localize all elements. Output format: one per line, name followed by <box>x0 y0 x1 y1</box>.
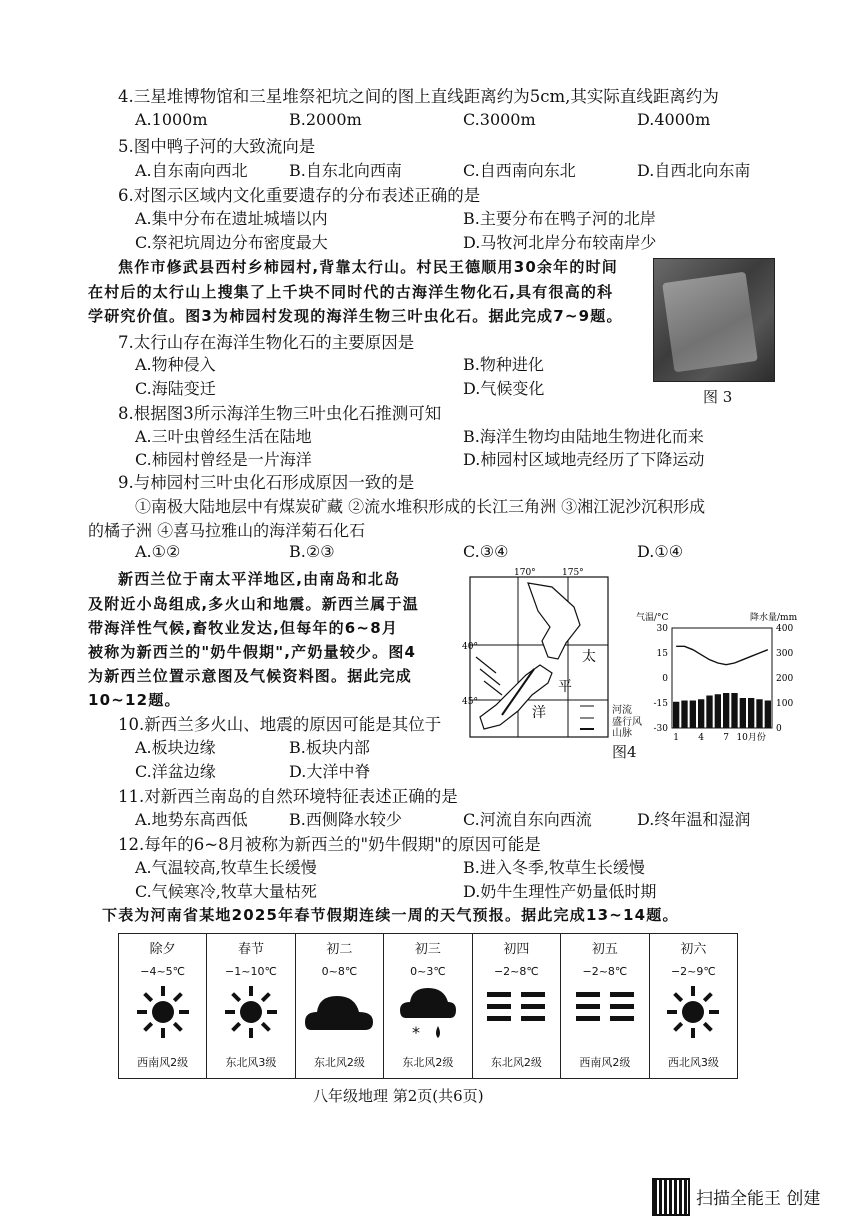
q6-option-a: A.集中分布在遗址城墙以内 <box>135 209 328 228</box>
temp-axis-label: 气温/°C <box>636 613 669 623</box>
weather-wind: 西北风3级 <box>667 1056 719 1069</box>
q4-option-b: B.2000m <box>289 110 362 129</box>
weather-day-name: 除夕 <box>149 942 176 957</box>
precip-tick-label: 100 <box>776 699 794 709</box>
prevailing-wind-arrows <box>476 657 502 695</box>
question-9-stem: 9.与柿园村三叶虫化石形成原因一致的是 <box>118 473 415 492</box>
sea-label-1: 太 <box>582 649 596 665</box>
precip-bar <box>706 696 712 729</box>
sun-icon <box>119 982 206 1052</box>
q12-option-d: D.奶牛生理性产奶量低时期 <box>463 882 657 901</box>
weather-day-name: 初五 <box>591 942 618 957</box>
q11-option-a: A.地势东高西低 <box>135 810 248 829</box>
q6-option-c: C.祭祀坑周边分布密度最大 <box>135 233 328 252</box>
weather-temp-range: −2~8℃ <box>582 965 628 978</box>
question-6-stem: 6.对图示区域内文化重要遗存的分布表述正确的是 <box>118 186 481 205</box>
q10-option-d: D.大洋中脊 <box>289 762 371 781</box>
weather-temp-range: −4~5℃ <box>140 965 186 978</box>
question-5-stem: 5.图中鸭子河的大致流向是 <box>118 137 316 156</box>
question-12-stem: 12.每年的6~8月被称为新西兰的"奶牛假期"的原因可能是 <box>118 835 541 854</box>
north-island-shape <box>528 583 580 659</box>
month-tick-label: 7 <box>723 733 730 743</box>
passage2-line1: 新西兰位于南太平洋地区,由南岛和北岛 <box>118 570 401 588</box>
weather-wind: 东北风3级 <box>225 1056 277 1069</box>
q5-option-c: C.自西南向东北 <box>463 161 576 180</box>
q10-option-c: C.洋盆边缘 <box>135 762 216 781</box>
temp-tick-label: -30 <box>653 724 668 734</box>
legend-mountain-label: 山脉 <box>612 728 632 739</box>
weather-day-name: 初二 <box>326 942 353 957</box>
weather-wind: 西南风2级 <box>137 1056 189 1069</box>
precip-axis-label: 降水量/mm <box>750 613 798 623</box>
passage1-line2: 在村后的太行山上搜集了上千块不同时代的古海洋生物化石,具有很高的科 <box>88 283 614 301</box>
q12-option-b: B.进入冬季,牧草生长缓慢 <box>463 858 645 877</box>
month-tick-label: 1 <box>673 733 680 743</box>
q4-option-a: A.1000m <box>135 110 208 129</box>
passage1-line3: 学研究价值。图3为柿园村发现的海洋生物三叶虫化石。据此完成7~9题。 <box>88 307 623 325</box>
precip-tick-label: 300 <box>776 649 794 659</box>
q7-option-c: C.海陆变迁 <box>135 379 216 398</box>
page-footer: 八年级地理 第2页(共6页) <box>313 1087 484 1105</box>
figure-3-caption: 图 3 <box>703 388 733 406</box>
q8-option-b: B.海洋生物均由陆地生物进化而来 <box>463 427 704 446</box>
sleet-icon <box>384 982 471 1052</box>
weather-wind: 西南风2级 <box>579 1056 631 1069</box>
qr-code-icon <box>652 1178 690 1216</box>
passage2-line5: 为新西兰位置示意图及气候资料图。据此完成 <box>88 667 413 685</box>
q5-option-d: D.自西北向东南 <box>637 161 751 180</box>
weather-day-cell <box>384 934 472 1079</box>
question-4-stem: 4.三星堆博物馆和三星堆祭祀坑之间的图上直线距离约为5cm,其实际直线距离约为 <box>118 87 719 106</box>
q4-option-d: D.4000m <box>637 110 711 129</box>
scanner-brand-label: 扫描全能王 创建 <box>696 1189 821 1209</box>
weather-temp-range: 0~8℃ <box>321 965 358 978</box>
legend-river-label: 河流 <box>612 705 632 716</box>
weather-day-cell <box>119 934 207 1079</box>
precip-bar <box>673 702 679 728</box>
passage2-line2: 及附近小岛组成,多火山和地震。新西兰属于温 <box>88 595 419 613</box>
q9-option-c: C.③④ <box>463 542 509 561</box>
precip-bar <box>756 699 762 728</box>
temp-tick-label: 30 <box>656 624 668 634</box>
precip-bar <box>731 693 737 728</box>
precip-tick-label: 400 <box>776 624 794 634</box>
month-tick-label: 10月份 <box>736 733 766 743</box>
q4-option-c: C.3000m <box>463 110 536 129</box>
q12-option-c: C.气候寒冷,牧草大量枯死 <box>135 882 317 901</box>
weather-day-cell <box>561 934 650 1079</box>
sea-label-3: 洋 <box>532 705 546 721</box>
sea-label-2: 平 <box>558 679 572 695</box>
q11-option-b: B.西侧降水较少 <box>289 810 402 829</box>
question-10-stem: 10.新西兰多火山、地震的原因可能是其位于 <box>118 715 442 734</box>
q10-option-a: A.板块边缘 <box>135 738 216 757</box>
passage1-line1: 焦作市修武县西村乡柿园村,背靠太行山。村民王德顺用30余年的时间 <box>118 258 618 276</box>
cloudy-icon <box>296 982 384 1052</box>
q7-option-b: B.物种进化 <box>463 355 544 374</box>
precip-bar <box>698 699 704 728</box>
weather-day-name: 初四 <box>503 942 530 957</box>
precip-bar <box>765 701 771 729</box>
trilobite-fossil-photo <box>653 258 775 382</box>
fog-icon <box>561 982 649 1052</box>
weather-day-name: 初三 <box>414 942 441 957</box>
climate-chart <box>632 610 812 755</box>
precip-bar <box>690 701 696 729</box>
weather-temp-range: 0~3℃ <box>410 965 446 978</box>
q12-option-a: A.气温较高,牧草生长缓慢 <box>135 858 317 877</box>
lat-45-label: 45° <box>462 697 478 707</box>
q8-option-d: D.柿园村区域地壳经历了下降运动 <box>463 450 705 469</box>
weather-table-intro: 下表为河南省某地2025年春节假期连续一周的天气预报。据此完成13~14题。 <box>102 906 679 924</box>
temp-tick-label: -15 <box>653 699 668 709</box>
q5-option-a: A.自东南向西北 <box>135 161 248 180</box>
weather-forecast-table <box>118 933 738 1079</box>
weather-temp-range: −1~10℃ <box>225 965 277 978</box>
q9-option-d: D.①④ <box>637 542 684 561</box>
lon-175-label: 175° <box>562 568 584 578</box>
temp-tick-label: 15 <box>656 649 668 659</box>
passage2-line6: 10~12题。 <box>88 691 181 709</box>
temp-tick-label: 0 <box>662 674 668 684</box>
precip-tick-label: 0 <box>776 724 782 734</box>
q6-option-b: B.主要分布在鸭子河的北岸 <box>463 209 656 228</box>
question-8-stem: 8.根据图3所示海洋生物三叶虫化石推测可知 <box>118 404 442 423</box>
q9-choices-line2: 的橘子洲 ④喜马拉雅山的海洋菊石化石 <box>88 521 366 540</box>
weather-day-name: 初六 <box>680 942 707 957</box>
precip-tick-label: 200 <box>776 674 794 684</box>
q11-option-d: D.终年温和湿润 <box>637 810 751 829</box>
q7-option-a: A.物种侵入 <box>135 355 216 374</box>
sun-icon <box>650 982 737 1052</box>
lon-170-label: 170° <box>514 568 536 578</box>
q10-option-b: B.板块内部 <box>289 738 370 757</box>
precip-bar <box>715 694 721 728</box>
svg-text:*: * <box>411 1023 420 1042</box>
weather-day-cell <box>472 934 561 1079</box>
precip-bar <box>740 698 746 728</box>
question-7-stem: 7.太行山存在海洋生物化石的主要原因是 <box>118 333 415 352</box>
q6-option-d: D.马牧河北岸分布较南岸少 <box>463 233 657 252</box>
q5-option-b: B.自东北向西南 <box>289 161 402 180</box>
weather-day-cell <box>295 934 384 1079</box>
q9-option-b: B.②③ <box>289 542 335 561</box>
q9-choices-line1: ①南极大陆地层中有煤炭矿藏 ②流水堆积形成的长江三角洲 ③湘江泥沙沉积形成 <box>135 497 706 516</box>
figure-4-caption: 图4 <box>612 743 637 761</box>
sun-icon <box>207 982 294 1052</box>
q9-option-a: A.①② <box>135 542 181 561</box>
precip-bar <box>681 701 687 729</box>
passage2-line4: 被称为新西兰的"奶牛假期",产奶量较少。图4 <box>88 643 417 661</box>
fog-icon <box>473 982 561 1052</box>
lat-40-label: 40° <box>462 642 478 652</box>
weather-wind: 东北风2级 <box>490 1056 542 1069</box>
q8-option-c: C.柿园村曾经是一片海洋 <box>135 450 312 469</box>
legend-wind-label: 盛行风 <box>612 717 642 728</box>
q11-option-c: C.河流自东向西流 <box>463 810 592 829</box>
precip-bar <box>748 698 754 728</box>
weather-day-name: 春节 <box>237 942 264 957</box>
month-tick-label: 4 <box>698 733 705 743</box>
temperature-line <box>676 646 768 664</box>
q7-option-d: D.气候变化 <box>463 379 545 398</box>
question-11-stem: 11.对新西兰南岛的自然环境特征表述正确的是 <box>118 787 458 806</box>
weather-day-cell <box>207 934 295 1079</box>
precip-bar <box>723 693 729 728</box>
q8-option-a: A.三叶虫曾经生活在陆地 <box>135 427 312 446</box>
weather-wind: 东北风2级 <box>313 1056 365 1069</box>
weather-wind: 东北风2级 <box>402 1056 454 1069</box>
passage2-line3: 带海洋性气候,畜牧业发达,但每年的6~8月 <box>88 619 399 637</box>
new-zealand-map <box>462 565 612 740</box>
weather-temp-range: −2~8℃ <box>493 965 539 978</box>
weather-day-cell <box>649 934 737 1079</box>
weather-temp-range: −2~9℃ <box>670 965 716 978</box>
